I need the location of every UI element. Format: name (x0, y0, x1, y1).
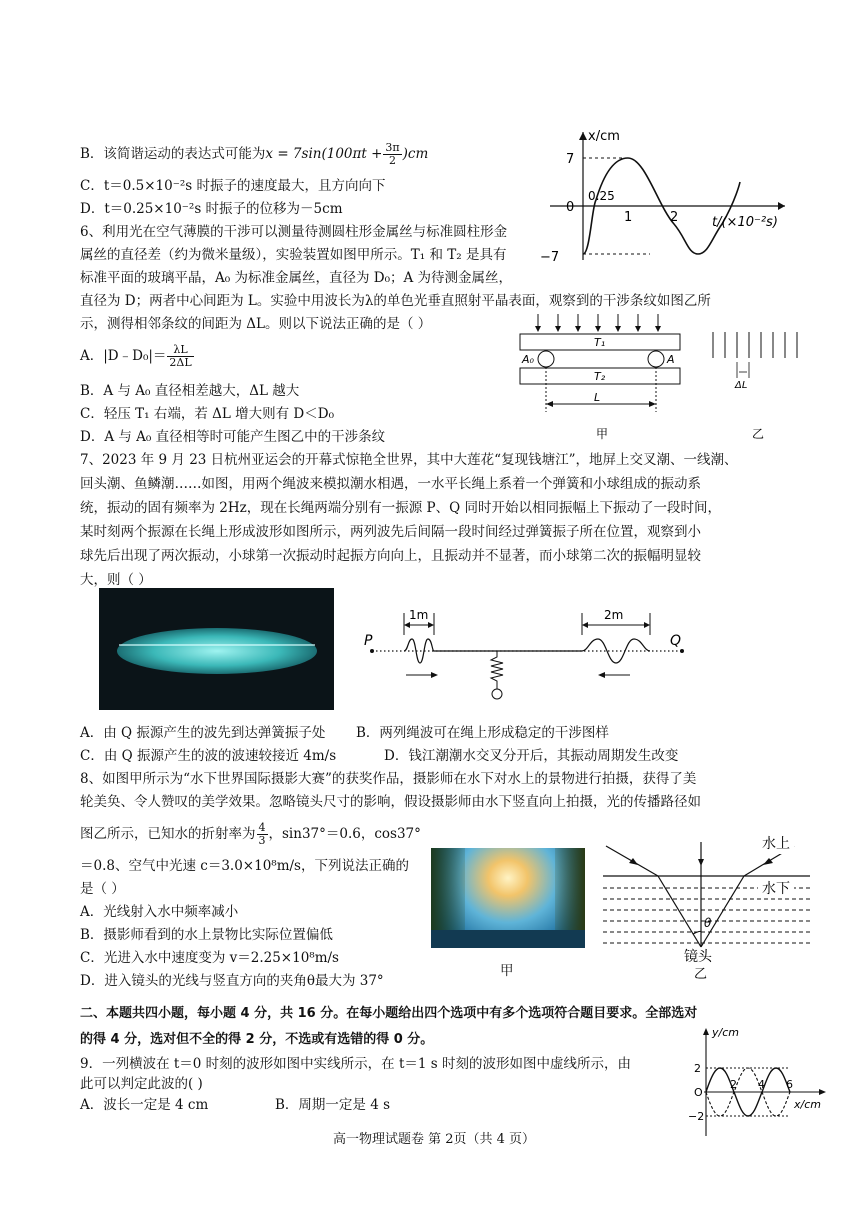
q9-wave-graph (684, 1022, 834, 1140)
q7-spring (491, 651, 503, 689)
q9-y-bottom: −2 (688, 1110, 705, 1123)
q6-option-a-fraction: $\frac{\lambda L}{2\Delta L}$ (169, 343, 192, 369)
q6-option-b: B．A 与 A₀ 直径相差越大，ΔL 越大 (80, 383, 300, 399)
q5-x-axis-arrow (579, 132, 587, 140)
q5-x-one: 1 (624, 210, 633, 225)
q5-y-top: 7 (566, 152, 575, 167)
q5-t-axis-arrow (778, 202, 785, 210)
q7-stem-3: 统，振动的固有频率为 2Hz，现在长绳两端分别有一振源 P、Q 同时开始以相同振幅上下振动了一段时间， (80, 500, 721, 516)
q6-caption-jia: 甲 (596, 427, 609, 441)
q7-stem-6: 大，则（ ） (80, 572, 152, 588)
q7-stem-2: 回头潮、鱼鳞潮……如图，用两个绳波来模拟潮水相遇，一水平长绳上系着一个弹簧和小球组成的振动系 (80, 476, 701, 492)
q6-stem-3: 标准平面的玻璃平晶，A₀ 为标准金属丝，直径为 D₀；A 为待测金属丝， (80, 270, 513, 286)
q7-label-q: Q (670, 633, 682, 649)
q8-caption-yi: 乙 (694, 967, 708, 982)
section-2-heading-1: 二、本题共四小题，每小题 4 分，共 16 分。在每小题给出四个选项中有多个选项符合题目要求。全部选对 (80, 1006, 698, 1021)
q6-label-a0: A₀ (522, 353, 534, 366)
q9-stem-2: 此可以判定此波的( ) (80, 1076, 203, 1092)
q8-caption-jia: 甲 (500, 963, 514, 979)
q7-option-a: A．由 Q 振源产生的波先到达弹簧振子处 (80, 725, 326, 741)
q8-label-above: 水上 (762, 836, 790, 852)
q6-stem-4: 直径为 D；两者中心间距为 L。实验中用波长为λ的单色光垂直照射平晶表面，观察到的干涉条纹如图乙所 (80, 293, 711, 309)
q9-ylabel: y/cm (712, 1026, 739, 1039)
q8-stem-1: 8、如图甲所示为“水下世界国际摄影大赛”的获奖作品，摄影师在水下对水上的景物进行拍摄，获得了美 (80, 771, 697, 787)
q7-arrow-left (598, 672, 605, 678)
q8-refraction-figure (598, 832, 813, 982)
q5-origin: 0 (566, 200, 575, 215)
q9-y-top: 2 (694, 1062, 701, 1075)
q6-option-c: C．轻压 T₁ 右端，若 ΔL 增大则有 D＜D₀ (80, 406, 334, 422)
q8-underwater-photo (431, 848, 585, 948)
q8-option-b: B．摄影师看到的水上景物比实际位置偏低 (80, 927, 333, 943)
q8-index-fraction: $\frac{4}{3}$ (258, 821, 266, 847)
q7-option-c: C．由 Q 振源产生的波的波速较接近 4m/s (80, 748, 337, 764)
q7-stem-5: 球先后出现了两次振动，小球第一次振动时起振方向向上，且振动并不显著，而小球第二次的振幅明显较 (80, 548, 701, 564)
q7-lotus-glow (117, 628, 317, 674)
q8-ray-right-water (701, 876, 744, 947)
q5-option-b: B．该简谐运动的表达式可能为x = 7sin(100πt + $\frac{3\pi}{2}$ )cm (80, 141, 429, 167)
q6-fringes (713, 332, 797, 358)
q8-label-below: 水下 (762, 881, 790, 897)
q8-option-d: D．进入镜头的光线与竖直方向的夹角θ最大为 37° (80, 973, 384, 989)
q6-light-arrows (535, 314, 661, 332)
q9-origin: O (694, 1086, 703, 1099)
q9-x-four: 4 (758, 1078, 765, 1091)
q8-stem-4: ＝0.8、空气中光速 c＝3.0×10⁸m/s，下列说法正确的 (80, 858, 409, 874)
q5-x-two: 2 (670, 210, 679, 225)
q9-x-two: 2 (730, 1078, 737, 1091)
q9-option-a: A．波长一定是 4 cm (80, 1097, 209, 1113)
q6-option-d: D．A 与 A₀ 直径相等时可能产生图乙中的干涉条纹 (80, 429, 386, 445)
q6-stem-2: 属丝的直径差（约为微米量级），实验装置如图甲所示。T₁ 和 T₂ 是具有 (80, 247, 507, 263)
q7-lotus-photo (99, 588, 334, 710)
q5-option-c: C．t＝0.5×10⁻²s 时振子的速度最大，且方向向下 (80, 178, 386, 194)
q8-option-c: C．光进入水中速度变为 v＝2.25×10⁸m/s (80, 950, 339, 966)
q6-stem-1: 6、利用光在空气薄膜的干涉可以测量待测圆柱形金属丝与标准圆柱形金 (80, 224, 508, 240)
q6-label-delta-l: ΔL (735, 380, 748, 391)
q7-stem-1: 7、2023 年 9 月 23 日杭州亚运会的开幕式惊艳全世界，其中大莲花“复现钱塘江”，地屏上交叉潮、一线潮、 (80, 452, 738, 468)
q7-label-2m: 2m (604, 608, 624, 622)
q6-option-a: A．|D﹣D₀|＝ $\frac{\lambda L}{2\Delta L}$ (80, 343, 192, 369)
q6-wire-a0 (538, 351, 554, 367)
q7-stem-4: 某时刻两个振源在长绳上形成波形如图所示，两列波先后间隔一段时间经过弹簧振子所在位置，观察到小 (80, 524, 701, 540)
q9-x-six: 6 (786, 1078, 793, 1091)
q8-stem-5: 是（ ） (80, 881, 125, 897)
q8-ray-left-water (658, 876, 701, 947)
q6-label-l: L (594, 391, 601, 404)
q5-xlabel: t/(×10⁻²s) (712, 215, 778, 230)
q8-option-a: A．光线射入水中频率减小 (80, 904, 239, 920)
section-2-heading-2: 的得 4 分，选对但不全的得 2 分，不选或有选错的得 0 分。 (80, 1032, 434, 1047)
q8-stem-3: 图乙所示，已知水的折射率为 $\frac{4}{3}$ ，sin37°＝0.6，cos37° (80, 821, 421, 847)
q7-option-d: D．钱江潮潮水交叉分开后，其振动周期发生改变 (384, 748, 679, 764)
q6-label-a: A (667, 353, 675, 366)
q7-arrow-right (431, 672, 438, 678)
q7-ball (492, 689, 502, 699)
q6-label-t1: T₁ (594, 336, 606, 349)
q6-stem-5: 示，测得相邻条纹的间距为 ΔL。则以下说法正确的是（ ） (80, 316, 432, 332)
q7-option-b: B．两列绳波可在绳上形成稳定的干涉图样 (356, 725, 609, 741)
q6-interference-figure (510, 312, 830, 442)
q5-y-bottom: −7 (540, 250, 560, 265)
q6-wire-a (648, 351, 664, 367)
q9-stem-1: 9．一列横波在 t＝0 时刻的波形如图中实线所示，在 t＝1 s 时刻的波形如图中虚线所示，由 (80, 1056, 632, 1072)
q5-option-b-fraction: $\frac{3\pi}{2}$ (385, 141, 400, 167)
page-footer: 高一物理试题卷 第 2页（共 4 页） (332, 1132, 536, 1147)
q6-caption-yi: 乙 (752, 427, 765, 441)
q8-stem-2: 轮美奂、令人赞叹的美学效果。忽略镜头尺寸的影响，假设摄影师由水下竖直向上拍摄，光的传播路径如 (80, 794, 701, 810)
q8-label-theta: θ (704, 916, 712, 930)
q5-x-quarter: 0.25 (588, 189, 615, 203)
q9-xlabel: x/cm (794, 1098, 821, 1111)
q5-vibration-graph (540, 120, 800, 270)
q6-label-t2: T₂ (594, 370, 606, 383)
q5-option-d: D．t＝0.25×10⁻²s 时振子的位移为－5cm (80, 201, 343, 217)
q7-label-1m: 1m (409, 608, 429, 622)
q8-label-lens: 镜头 (684, 949, 712, 965)
q7-label-p: P (364, 633, 373, 649)
q9-option-b: B．周期一定是 4 s (275, 1097, 391, 1113)
q5-ylabel: x/cm (588, 129, 620, 144)
q7-rope-wave-figure (360, 605, 700, 705)
